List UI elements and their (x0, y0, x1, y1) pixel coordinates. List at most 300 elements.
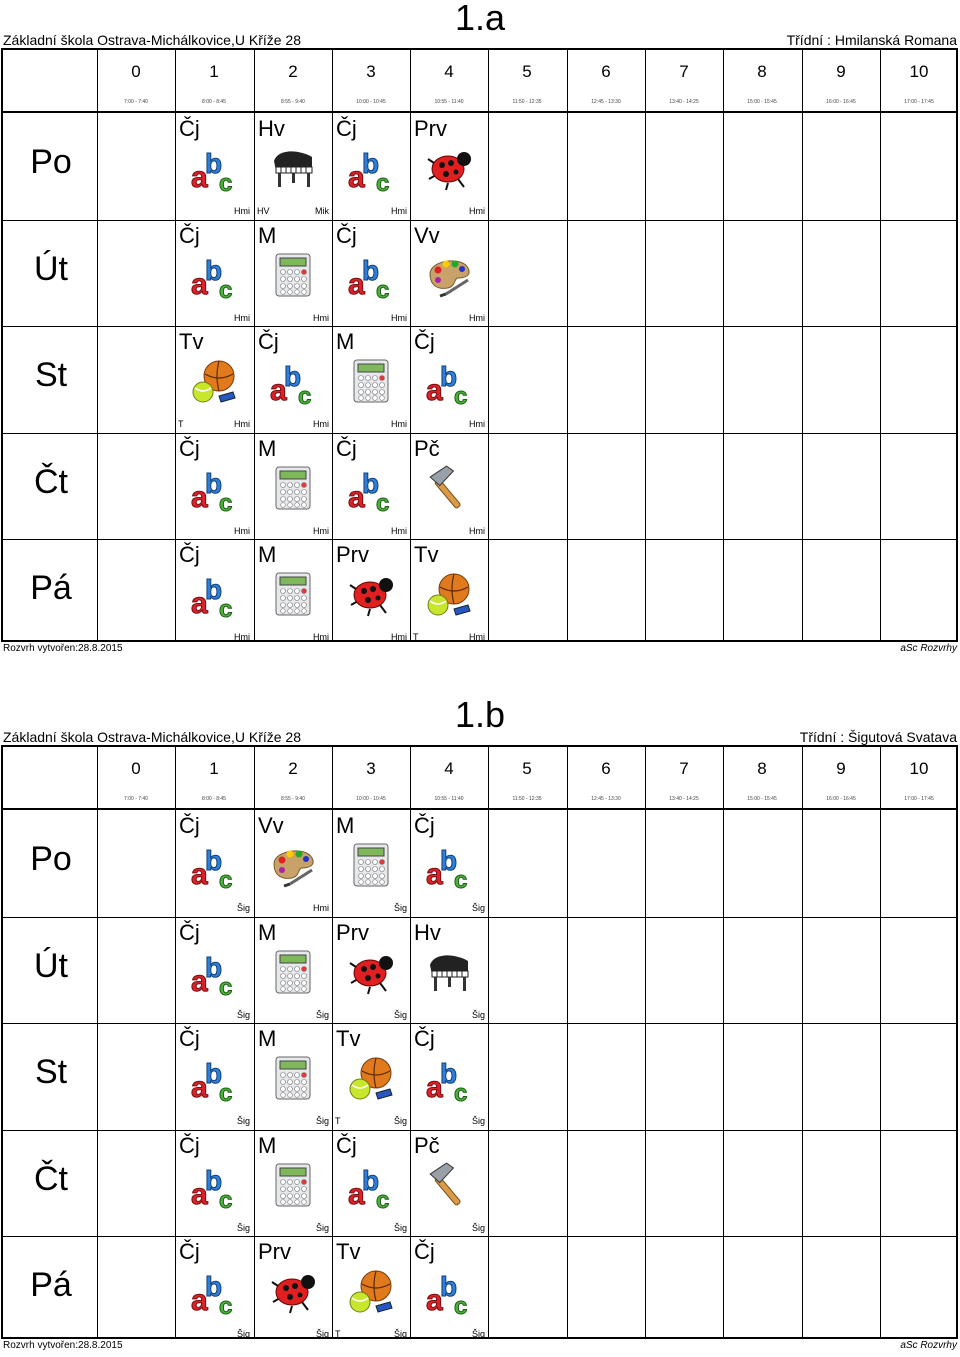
svg-text:b: b (440, 361, 458, 393)
abc-icon (424, 356, 474, 406)
svg-text:a: a (191, 1071, 208, 1104)
period-time: 10:55 - 11:40 (434, 796, 464, 802)
svg-text:b: b (205, 467, 223, 499)
svg-text:b: b (205, 951, 223, 983)
period-time: 7:00 - 7:40 (124, 796, 148, 802)
lesson-cell[interactable] (332, 1130, 410, 1236)
svg-text:b: b (205, 1164, 223, 1196)
abc-icon (189, 1266, 239, 1316)
lesson-cell[interactable] (410, 810, 488, 916)
period-number: 9 (836, 62, 846, 81)
calculator-icon (268, 1053, 318, 1103)
svg-text:c: c (219, 276, 233, 300)
subject-label: Tv (179, 329, 204, 355)
subject-label: M (258, 919, 277, 945)
period-number: 4 (444, 759, 454, 778)
teacher-abbr: Šig (393, 1116, 407, 1127)
created-date: Rozvrh vytvořen:28.8.2015 (3, 1340, 123, 1351)
column-divider (723, 50, 724, 640)
class-title: 1.b (454, 694, 506, 735)
column-divider (802, 50, 803, 640)
teacher-abbr: Šig (393, 903, 407, 913)
subject-label: Čj (414, 813, 435, 838)
group-label: T (335, 1116, 341, 1127)
created-date: Rozvrh vytvořen:28.8.2015 (3, 643, 123, 654)
day-label: St (34, 1053, 68, 1092)
lesson-cell[interactable] (254, 810, 332, 916)
timetable-sheet (0, 694, 960, 1357)
subject-label: Vv (258, 813, 284, 838)
svg-text:b: b (205, 1058, 223, 1090)
brand-label: aSc Rozvrhy (900, 643, 957, 654)
svg-text:c: c (219, 1080, 233, 1104)
column-divider (802, 747, 803, 1337)
svg-text:b: b (362, 148, 380, 179)
subject-label: M (258, 435, 277, 461)
lesson-cell[interactable] (254, 433, 332, 539)
period-time: 7:00 - 7:40 (124, 99, 148, 105)
day-label: Čt (34, 1159, 68, 1198)
abc-icon (346, 250, 396, 300)
column-divider (567, 747, 568, 1337)
calculator-icon (268, 1160, 318, 1210)
period-number: 9 (836, 759, 846, 778)
lesson-cell[interactable] (410, 433, 488, 539)
school-name: Základní škola Ostrava-Michálkovice,U Kříže 28 (3, 729, 301, 745)
abc-icon (189, 1160, 239, 1210)
day-label: Pá (30, 569, 72, 608)
teacher-abbr: Hmi (469, 632, 485, 643)
svg-text:c: c (219, 489, 233, 513)
teacher-abbr: Hmi (234, 419, 250, 430)
period-time: 15:00 - 15:45 (747, 99, 777, 105)
period-number: 10 (909, 62, 929, 81)
svg-text:b: b (440, 1271, 458, 1303)
column-divider (97, 50, 98, 640)
subject-label: Čj (336, 116, 357, 141)
teacher-abbr: Hmi (391, 419, 407, 430)
period-time: 12:45 - 13:30 (591, 796, 621, 802)
svg-text:a: a (191, 858, 208, 890)
period-number: 6 (601, 759, 611, 778)
teacher-abbr: Šig (315, 1222, 329, 1233)
column-divider (488, 747, 489, 1337)
abc-icon (346, 463, 396, 513)
period-time: 15:00 - 15:45 (747, 796, 777, 802)
period-number: 0 (131, 62, 141, 81)
abc-icon (268, 356, 318, 406)
column-divider (645, 747, 646, 1337)
svg-text:c: c (219, 1186, 233, 1210)
period-time: 11:50 - 12:35 (512, 99, 542, 105)
group-label: T (413, 632, 419, 643)
lesson-cell[interactable] (332, 539, 410, 645)
subject-label: Čj (336, 222, 357, 248)
teacher-abbr: Hmi (313, 525, 329, 536)
svg-text:c: c (454, 383, 468, 407)
lesson-cell[interactable] (332, 433, 410, 539)
abc-icon (424, 1266, 474, 1316)
subject-label: Čj (179, 813, 200, 838)
period-number: 2 (288, 62, 298, 81)
period-number: 7 (679, 759, 689, 778)
teacher-abbr: Šig (471, 903, 485, 913)
teacher-abbr: Šig (236, 1116, 250, 1127)
teacher-abbr: Hmi (469, 419, 485, 430)
svg-text:b: b (284, 361, 302, 393)
svg-text:a: a (426, 374, 443, 407)
subject-label: Čj (179, 222, 200, 248)
subject-label: Pč (414, 1132, 440, 1158)
teacher-abbr: Šig (236, 1329, 250, 1340)
subject-label: M (258, 1026, 277, 1052)
hammer-icon (424, 1160, 474, 1210)
svg-text:a: a (348, 1177, 365, 1210)
teacher-abbr: Šig (471, 1116, 485, 1127)
svg-text:a: a (426, 1071, 443, 1104)
piano-icon (268, 143, 318, 193)
lesson-cell[interactable] (175, 539, 253, 645)
calculator-icon (268, 947, 318, 997)
svg-text:b: b (205, 254, 223, 286)
column-divider (723, 747, 724, 1337)
subject-label: Čj (179, 435, 200, 461)
lesson-cell[interactable] (410, 1023, 488, 1129)
period-number: 5 (522, 62, 532, 81)
subject-label: Čj (179, 542, 200, 568)
period-time: 8:00 - 8:45 (202, 796, 226, 802)
teacher-abbr: Šig (315, 1116, 329, 1127)
lesson-cell[interactable] (254, 1130, 332, 1236)
svg-text:c: c (454, 1293, 468, 1317)
subject-label: M (258, 222, 277, 248)
lesson-cell[interactable] (332, 917, 410, 1023)
lesson-cell[interactable] (254, 917, 332, 1023)
svg-text:a: a (191, 1284, 208, 1317)
teacher-abbr: Šig (315, 1329, 329, 1340)
abc-icon (424, 1053, 474, 1103)
teacher-abbr: Hmi (313, 903, 329, 913)
teacher-abbr: Hmi (469, 525, 485, 536)
teacher-abbr: Šig (236, 1009, 250, 1020)
subject-label: Prv (258, 1239, 291, 1265)
period-number: 6 (601, 62, 611, 81)
subject-label: Čj (414, 1026, 435, 1052)
svg-text:b: b (205, 574, 223, 606)
abc-icon (189, 1053, 239, 1103)
abc-icon (189, 840, 239, 890)
svg-text:a: a (191, 480, 208, 513)
abc-icon (189, 569, 239, 619)
subject-label: M (336, 329, 355, 355)
ladybug-icon (346, 947, 396, 997)
svg-text:b: b (205, 1271, 223, 1303)
svg-text:a: a (270, 374, 287, 407)
svg-text:b: b (362, 1164, 380, 1196)
lesson-cell[interactable] (254, 113, 332, 219)
svg-text:a: a (191, 1177, 208, 1210)
column-divider (880, 50, 881, 640)
column-divider (97, 747, 98, 1337)
subject-label: Tv (336, 1026, 361, 1052)
teacher-abbr: Šig (315, 1009, 329, 1020)
lesson-cell[interactable] (175, 1130, 253, 1236)
period-time: 13:40 - 14:25 (669, 796, 699, 802)
calculator-icon (268, 569, 318, 619)
subject-label: Pč (414, 435, 440, 461)
teacher-abbr: Šig (236, 903, 250, 913)
subject-label: Čj (336, 435, 357, 461)
svg-text:c: c (376, 1186, 390, 1210)
ladybug-icon (424, 143, 474, 193)
lesson-cell[interactable] (410, 326, 488, 432)
period-time: 13:40 - 14:25 (669, 99, 699, 105)
subject-label: Čj (179, 116, 200, 141)
subject-label: Hv (258, 116, 285, 141)
brand-label: aSc Rozvrhy (900, 1340, 957, 1351)
timetable-grid (1, 48, 958, 642)
lesson-cell[interactable] (410, 917, 488, 1023)
teacher-abbr: Hmi (313, 632, 329, 643)
calculator-icon (268, 250, 318, 300)
lesson-cell[interactable] (254, 220, 332, 326)
teacher-abbr: Hmi (391, 632, 407, 643)
period-number: 3 (366, 759, 376, 778)
lesson-cell[interactable] (410, 1236, 488, 1342)
lesson-cell[interactable] (175, 113, 253, 219)
period-number: 1 (209, 759, 219, 778)
period-number: 10 (909, 759, 929, 778)
period-number: 7 (679, 62, 689, 81)
subject-label: Čj (179, 1026, 200, 1052)
lesson-cell[interactable] (254, 1023, 332, 1129)
subject-label: Hv (414, 919, 441, 945)
abc-icon (346, 1160, 396, 1210)
period-time: 10:55 - 11:40 (434, 99, 464, 105)
period-time: 8:00 - 8:45 (202, 99, 226, 105)
balls-icon (189, 356, 239, 406)
class-teacher: Třídní : Šigutová Svatava (799, 729, 957, 745)
class-teacher: Třídní : Hmilanská Romana (786, 32, 957, 48)
column-divider (567, 50, 568, 640)
period-number: 4 (444, 62, 454, 81)
svg-text:a: a (348, 267, 365, 300)
day-label: Út (34, 946, 68, 985)
subject-label: M (258, 1132, 277, 1158)
balls-icon (424, 569, 474, 619)
teacher-abbr: Hmi (391, 312, 407, 323)
teacher-abbr: Šig (471, 1009, 485, 1020)
lesson-cell[interactable] (254, 1236, 332, 1342)
period-time: 17:00 - 17:45 (904, 796, 934, 802)
svg-text:c: c (376, 489, 390, 513)
svg-text:b: b (205, 845, 223, 876)
day-label: St (34, 356, 68, 395)
lesson-cell[interactable] (332, 810, 410, 916)
subject-label: Čj (179, 1132, 200, 1158)
teacher-abbr: Šig (393, 1329, 407, 1340)
period-number: 2 (288, 759, 298, 778)
teacher-abbr: Hmi (234, 525, 250, 536)
abc-icon (424, 840, 474, 890)
balls-icon (346, 1053, 396, 1103)
svg-text:c: c (219, 596, 233, 620)
svg-text:b: b (440, 1058, 458, 1090)
calculator-icon (346, 356, 396, 406)
ladybug-icon (268, 1266, 318, 1316)
teacher-abbr: Šig (471, 1329, 485, 1340)
svg-text:b: b (362, 467, 380, 499)
subject-label: Tv (336, 1239, 361, 1265)
teacher-abbr: Hmi (391, 525, 407, 536)
svg-text:b: b (362, 254, 380, 286)
teacher-abbr: Hmi (234, 312, 250, 323)
svg-text:a: a (348, 480, 365, 513)
column-divider (645, 50, 646, 640)
teacher-abbr: Šig (393, 1222, 407, 1233)
school-name: Základní škola Ostrava-Michálkovice,U Kříže 28 (3, 32, 301, 48)
abc-icon (189, 463, 239, 513)
subject-label: M (336, 813, 355, 838)
svg-text:b: b (205, 148, 223, 179)
period-time: 11:50 - 12:35 (512, 796, 542, 802)
svg-text:c: c (219, 170, 233, 193)
subject-label: M (258, 542, 277, 568)
teacher-abbr: Šig (236, 1222, 250, 1233)
calculator-icon (346, 840, 396, 890)
svg-text:c: c (219, 867, 233, 890)
lesson-cell[interactable] (175, 810, 253, 916)
period-time: 17:00 - 17:45 (904, 99, 934, 105)
lesson-cell[interactable] (254, 539, 332, 645)
subject-label: Prv (336, 542, 369, 568)
lesson-cell[interactable] (410, 1130, 488, 1236)
lesson-cell[interactable] (175, 1236, 253, 1342)
lesson-cell[interactable] (175, 326, 253, 432)
lesson-cell[interactable] (175, 433, 253, 539)
balls-icon (346, 1266, 396, 1316)
svg-text:c: c (376, 276, 390, 300)
svg-text:a: a (426, 1284, 443, 1317)
svg-text:c: c (219, 973, 233, 997)
class-title: 1.a (454, 0, 506, 38)
period-time: 16:00 - 16:45 (826, 796, 856, 802)
period-number: 8 (757, 759, 767, 778)
teacher-abbr: Hmi (391, 206, 407, 216)
period-number: 0 (131, 759, 141, 778)
teacher-abbr: Šig (393, 1009, 407, 1020)
lesson-cell[interactable] (332, 113, 410, 219)
palette-icon (268, 840, 318, 890)
lesson-cell[interactable] (332, 326, 410, 432)
timetable-grid (1, 745, 958, 1339)
lesson-cell[interactable] (332, 220, 410, 326)
day-label: Pá (30, 1266, 72, 1305)
teacher-abbr: Mik (315, 206, 329, 216)
teacher-abbr: Hmi (234, 206, 250, 216)
period-time: 10:00 - 10:45 (356, 99, 386, 105)
abc-icon (346, 143, 396, 193)
teacher-abbr: Hmi (234, 632, 250, 643)
teacher-abbr: Hmi (313, 312, 329, 323)
svg-text:c: c (298, 383, 312, 407)
day-label: Po (30, 840, 72, 878)
subject-label: Čj (414, 329, 435, 355)
svg-text:c: c (376, 170, 390, 193)
teacher-abbr: Hmi (313, 419, 329, 430)
period-number: 3 (366, 62, 376, 81)
piano-icon (424, 947, 474, 997)
timetable-sheet (0, 0, 960, 660)
subject-label: Vv (414, 222, 440, 248)
group-label: T (335, 1329, 341, 1340)
ladybug-icon (346, 569, 396, 619)
day-label: Po (30, 143, 72, 181)
subject-label: Prv (336, 919, 369, 945)
period-time: 10:00 - 10:45 (356, 796, 386, 802)
svg-text:a: a (191, 587, 208, 620)
palette-icon (424, 250, 474, 300)
lesson-cell[interactable] (332, 1236, 410, 1342)
lesson-cell[interactable] (410, 113, 488, 219)
svg-text:a: a (348, 161, 365, 193)
calculator-icon (268, 463, 318, 513)
abc-icon (189, 250, 239, 300)
subject-label: Čj (414, 1239, 435, 1265)
subject-label: Čj (336, 1132, 357, 1158)
teacher-abbr: Hmi (469, 312, 485, 323)
lesson-cell[interactable] (410, 220, 488, 326)
period-number: 5 (522, 759, 532, 778)
lesson-cell[interactable] (332, 1023, 410, 1129)
column-divider (880, 747, 881, 1337)
teacher-abbr: Hmi (469, 206, 485, 216)
period-time: 8:55 - 9:40 (281, 99, 305, 105)
teacher-abbr: Šig (471, 1222, 485, 1233)
svg-text:a: a (191, 964, 208, 997)
svg-text:c: c (454, 1080, 468, 1104)
subject-label: Čj (179, 919, 200, 945)
lesson-cell[interactable] (175, 1023, 253, 1129)
day-label: Čt (34, 462, 68, 501)
subject-label: Čj (258, 329, 279, 355)
svg-text:c: c (454, 867, 468, 890)
column-divider (488, 50, 489, 640)
group-label: T (178, 419, 184, 430)
lesson-cell[interactable] (254, 326, 332, 432)
subject-label: Prv (414, 116, 447, 141)
group-label: HV (257, 206, 270, 216)
period-number: 1 (209, 62, 219, 81)
lesson-cell[interactable] (175, 220, 253, 326)
hammer-icon (424, 463, 474, 513)
lesson-cell[interactable] (175, 917, 253, 1023)
period-time: 16:00 - 16:45 (826, 99, 856, 105)
day-label: Út (34, 249, 68, 288)
lesson-cell[interactable] (410, 539, 488, 645)
svg-text:a: a (191, 161, 208, 193)
abc-icon (189, 947, 239, 997)
subject-label: Tv (414, 542, 439, 568)
svg-text:a: a (426, 858, 443, 890)
period-time: 8:55 - 9:40 (281, 796, 305, 802)
abc-icon (189, 143, 239, 193)
svg-text:a: a (191, 267, 208, 300)
period-time: 12:45 - 13:30 (591, 99, 621, 105)
svg-text:b: b (440, 845, 458, 876)
subject-label: Čj (179, 1239, 200, 1265)
period-number: 8 (757, 62, 767, 81)
